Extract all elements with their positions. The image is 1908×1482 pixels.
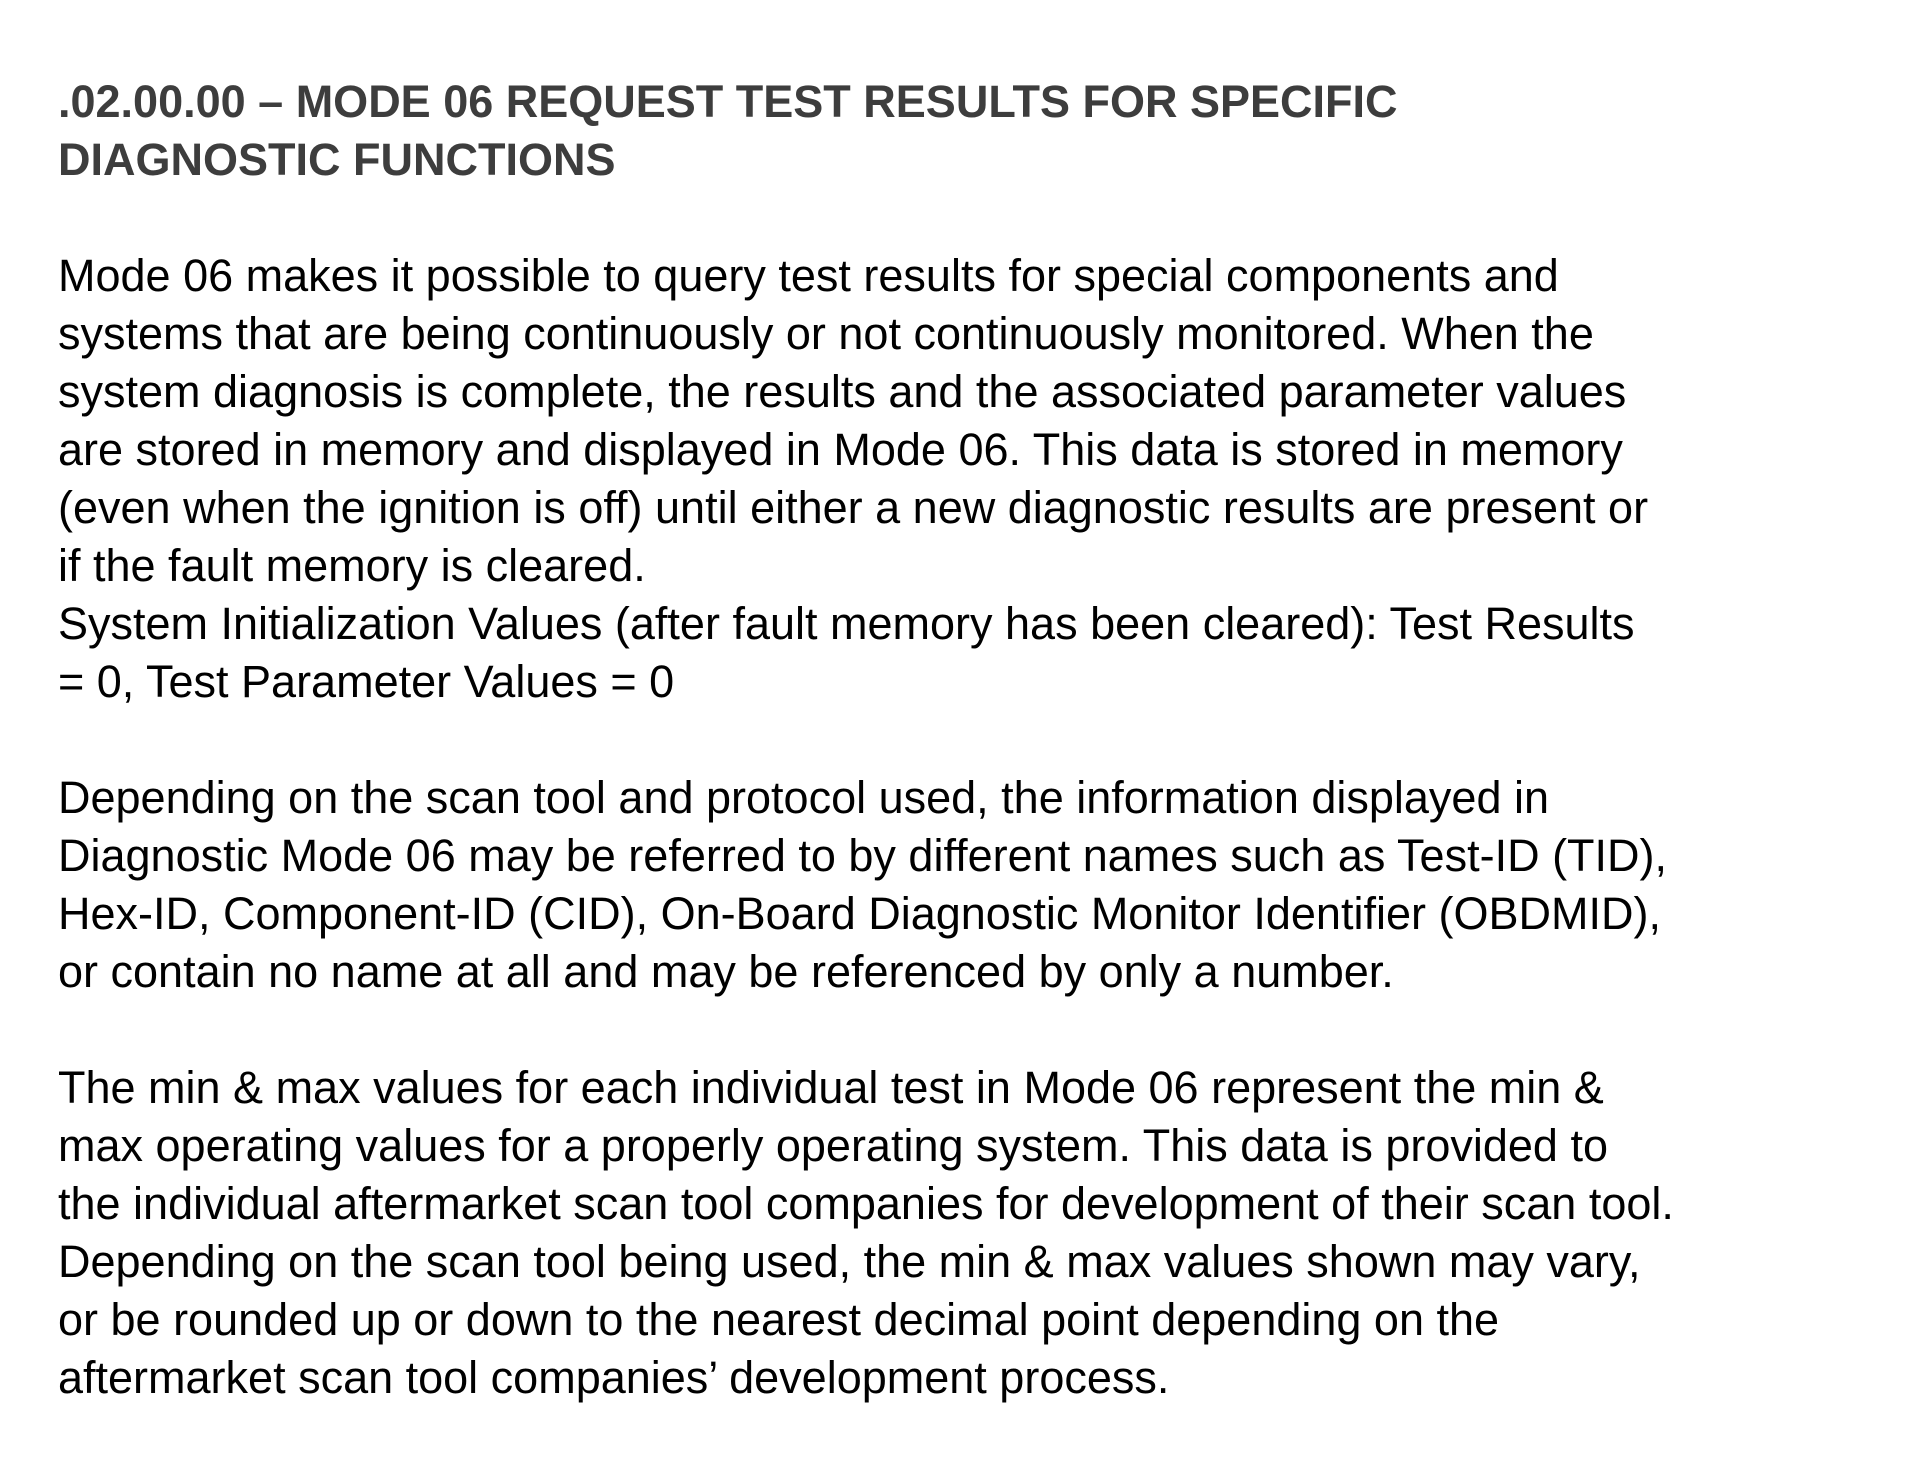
paragraph-spacer: [58, 711, 1893, 769]
text-line: Depending on the scan tool being used, the min & max values shown may vary,: [58, 1236, 1641, 1287]
text-line: if the fault memory is cleared.: [58, 540, 646, 591]
text-line: Depending on the scan tool and protocol used, the information displayed in: [58, 772, 1549, 823]
text-line: max operating values for a properly operating system. This data is provided to: [58, 1120, 1608, 1171]
section-title-line: DIAGNOSTIC FUNCTIONS: [58, 134, 616, 185]
section-title-line: .02.00.00 – MODE 06 REQUEST TEST RESULTS FOR SPECIFIC: [58, 76, 1398, 127]
text-line: the individual aftermarket scan tool companies for development of their scan tool.: [58, 1178, 1674, 1229]
paragraph-naming-variants: [58, 769, 1893, 1001]
paragraph-spacer: [58, 1001, 1893, 1059]
text-line: System Initialization Values (after fault memory has been cleared): Test Results: [58, 598, 1635, 649]
text-line: systems that are being continuously or not continuously monitored. When the: [58, 308, 1594, 359]
text-line: Hex-ID, Component-ID (CID), On-Board Diagnostic Monitor Identifier (OBDMID),: [58, 888, 1661, 939]
text-line: Diagnostic Mode 06 may be referred to by different names such as Test-ID (TID),: [58, 830, 1668, 881]
paragraph-mode06-overview: [58, 247, 1893, 711]
text-line: system diagnosis is complete, the results and the associated parameter values: [58, 366, 1627, 417]
paragraph-min-max-values: [58, 1059, 1893, 1407]
paragraph-spacer: [58, 189, 1893, 247]
text-line: Mode 06 makes it possible to query test results for special components and: [58, 250, 1559, 301]
text-line: aftermarket scan tool companies’ development process.: [58, 1352, 1170, 1403]
text-line: = 0, Test Parameter Values = 0: [58, 656, 675, 707]
section-title: [58, 73, 1893, 189]
text-line: or be rounded up or down to the nearest decimal point depending on the: [58, 1294, 1500, 1345]
document-content: [58, 73, 1893, 1407]
text-line: The min & max values for each individual test in Mode 06 represent the min &: [58, 1062, 1604, 1113]
text-line: (even when the ignition is off) until either a new diagnostic results are present or: [58, 482, 1649, 533]
text-line: are stored in memory and displayed in Mode 06. This data is stored in memory: [58, 424, 1623, 475]
text-line: or contain no name at all and may be referenced by only a number.: [58, 946, 1394, 997]
